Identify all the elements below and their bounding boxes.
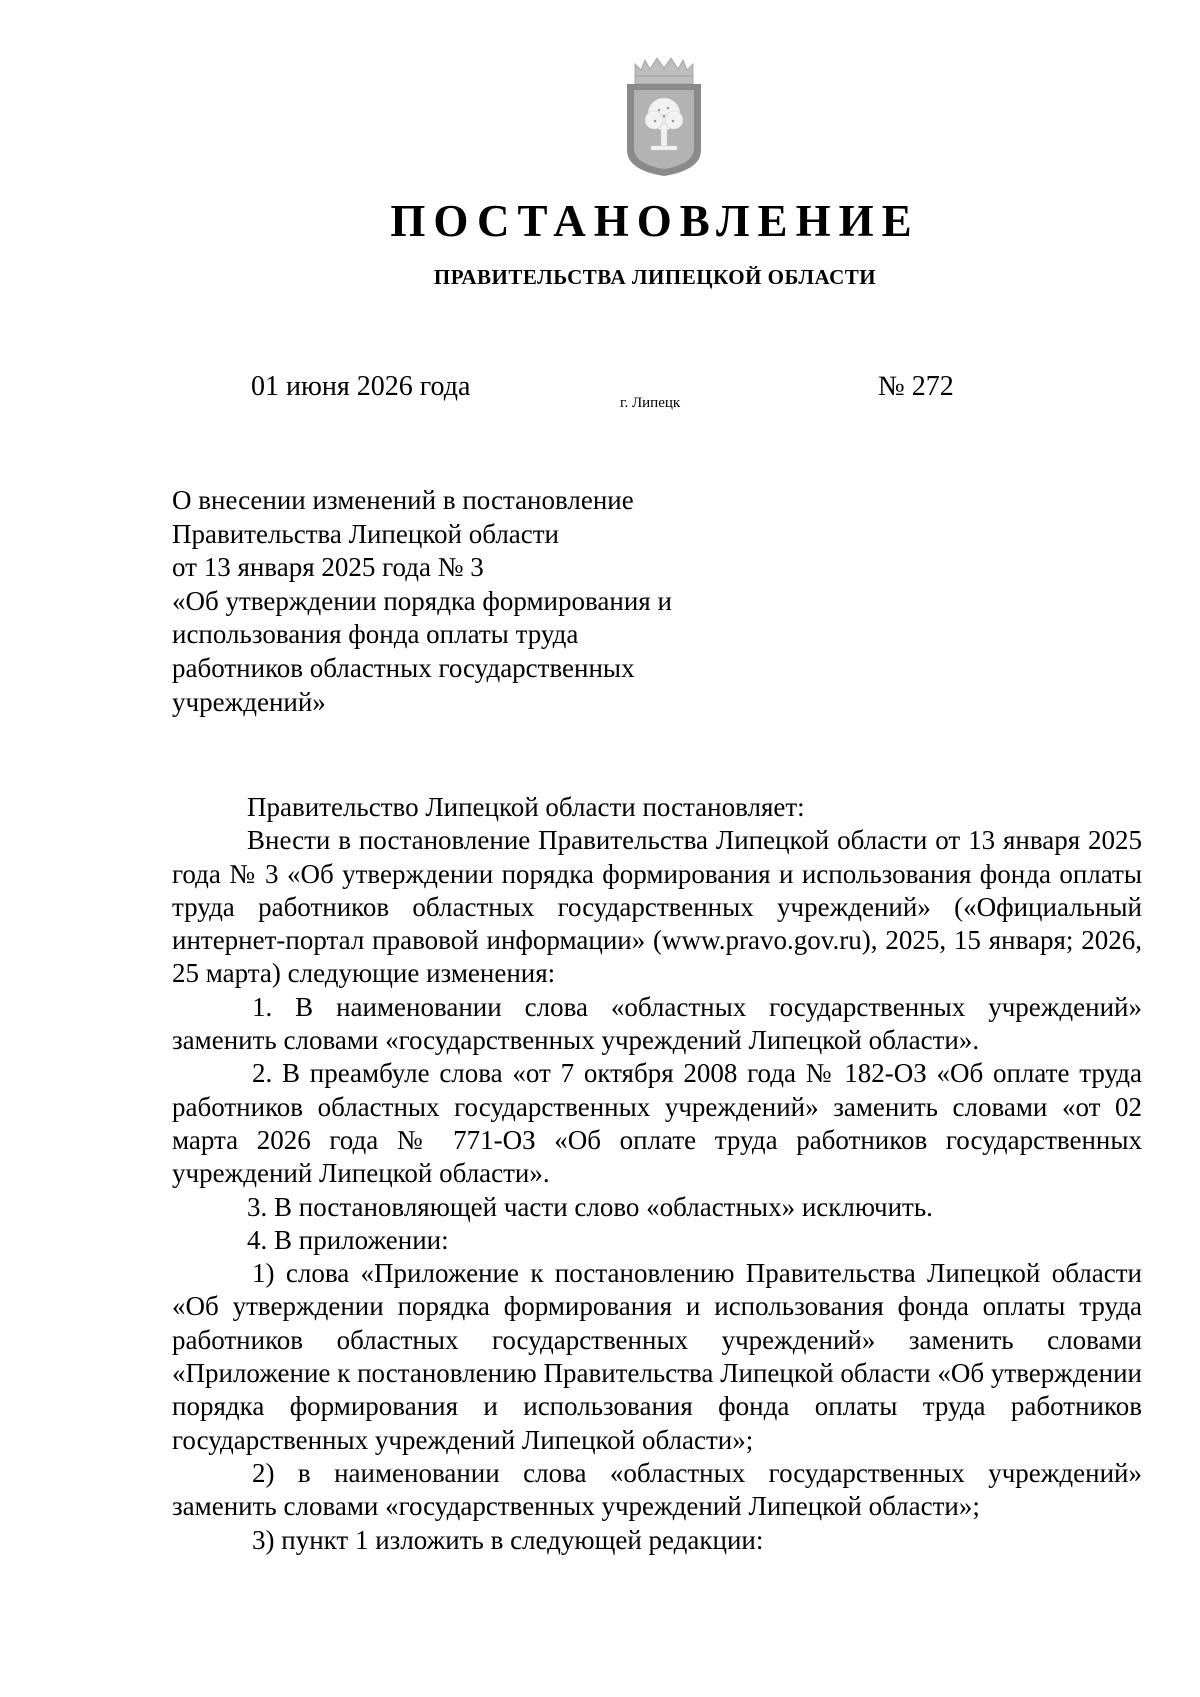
subject-line: О внесении изменений в постановление [172, 485, 634, 515]
body-item: 4. В приложении: [247, 1224, 449, 1255]
body-item: 2. В преамбуле слова «от 7 октября 2008 года № 182-ОЗ «Об оплате труда работников областных государственных учреждений» заменить словами «от 02 марта 2026 года № 771-ОЗ «Об оплате труда работников государственных учреждений Липецкой области». [172, 1058, 1142, 1189]
document-city: г. Липецк [620, 395, 681, 411]
subject-line: использования фонда оплаты труда [172, 619, 579, 650]
body-subitem: 3) пункт 1 изложить в следующей редакции: [252, 1524, 764, 1555]
body-item: 1. В наименовании слова «областных государственных учреждений» заменить словами «государственных учреждений Липецкой области». [172, 991, 1142, 1056]
document-date: 01 июня 2026 года [251, 371, 471, 402]
document-number: № 272 [878, 371, 954, 402]
subject-line: учреждений» [172, 686, 326, 717]
subject-line: от 13 января 2025 года № 3 [172, 552, 484, 583]
document-issuer: ПРАВИТЕЛЬСТВА ЛИПЕЦКОЙ ОБЛАСТИ [433, 265, 877, 289]
body-item: 3. В постановляющей части слово «областных» исключить. [247, 1191, 933, 1222]
body-intro: Правительство Липецкой области постановляет: [247, 792, 805, 822]
subject-line: «Об утверждении порядка формирования и [172, 585, 672, 616]
subject-line: Правительства Липецкой области [172, 518, 560, 549]
document-subject [172, 484, 732, 719]
lipetsk-coat-of-arms-icon [619, 58, 709, 178]
body-main-paragraph: Внести в постановление Правительства Липецкой области от 13 января 2025 года № 3 «Об утверждении порядка формирования и использования фонда оплаты труда работников областных государственных учреждений» («Официальный интернет-портал правовой информации» (www.pravo.gov.ru), 2025, 15 января; 2026, 25 марта) следующие изменения: [172, 825, 1142, 989]
body-subitem: 1) слова «Приложение к постановлению Правительства Липецкой области «Об утверждении порядка формирования и использования фонда оплаты труда работников областных государственных учреждений» заменить словами «Приложение к постановлению Правительства Липецкой области «Об утверждении порядка формирования и использования фонда оплаты труда работников государственных учреждений Липецкой области»; [172, 1258, 1142, 1455]
document-body [172, 791, 1142, 1557]
body-subitem: 2) в наименовании слова «областных государственных учреждений» заменить словами «государственных учреждений Липецкой области»; [172, 1457, 1142, 1522]
document-title: ПОСТАНОВЛЕНИЕ [390, 196, 920, 246]
subject-line: работников областных государственных [172, 652, 635, 683]
